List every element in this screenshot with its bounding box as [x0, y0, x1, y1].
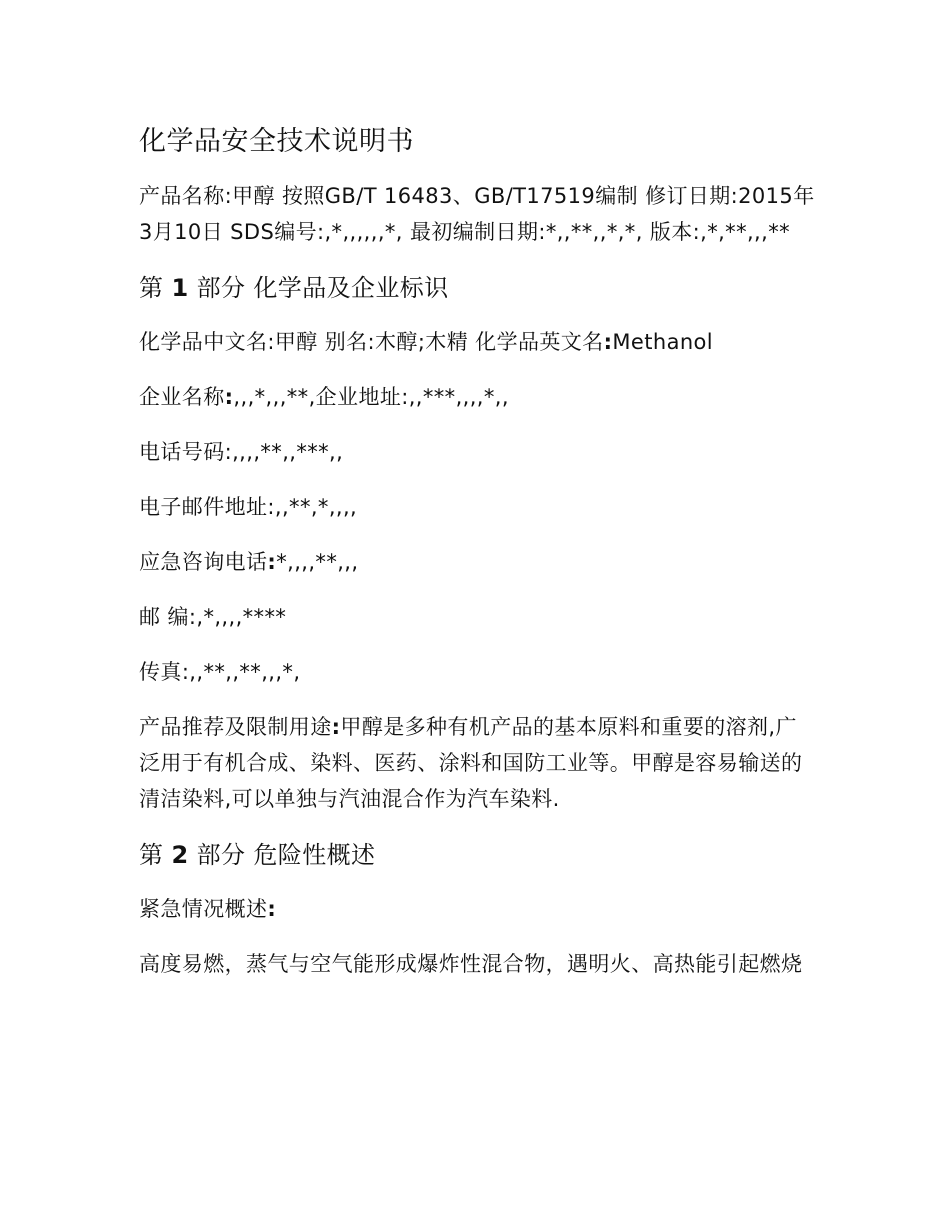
emergency-overview [139, 891, 815, 927]
chemical-names-label: 化学品中文名:甲醇 别名:木醇;木精 化学品英文名 [139, 330, 604, 354]
email-address-label: 电子邮件地址 [139, 495, 268, 519]
phone-number-colon: : [224, 440, 233, 464]
section-2-prefix: 第 [139, 841, 164, 869]
section-2-title: 部分 危险性概述 [196, 841, 376, 869]
phone-number-label: 电话号码 [139, 440, 225, 464]
recommended-use-label: 产品推荐及限制用途 [139, 715, 332, 739]
section-1-prefix: 第 [139, 274, 164, 302]
document-title: 化学品安全技术说明书 [139, 126, 414, 157]
emergency-overview-colon: : [267, 897, 277, 921]
emergency-phone [139, 544, 815, 580]
recommended-use-colon: : [331, 715, 341, 739]
chemical-names-colon: : [603, 330, 613, 354]
chemical-names [139, 324, 815, 360]
company-name-value: ,,,*,,,**,企业地址:,,***,,,,*,, [233, 385, 509, 409]
hazard-statement-text: 高度易燃，蒸气与空气能形成爆炸性混合物，遇明火、高热能引起燃烧 [139, 952, 803, 976]
company-name [139, 379, 815, 415]
company-name-label: 企业名称 [139, 385, 225, 409]
fax-value: ,,**,,**,,,*, [189, 660, 301, 684]
product-intro: 产品名称:甲醇 按照GB/T 16483、GB/T17519编制 修订日期:2015年3月10日 SDS编号:,*,,,,,,*, 最初编制日期:*,,**,,*,*, 版本:,*,**,,,** [139, 184, 815, 244]
section-1-title: 部分 化学品及企业标识 [196, 274, 449, 302]
emergency-phone-value: *,,,,**,,, [276, 550, 359, 574]
email-address-value: ,,**,*,,,, [274, 495, 358, 519]
recommended-use-value: 甲醇是多种有机产品的基本原料和重要的溶剂,广泛用于有机合成、染料、医药、涂料和国防工业等。甲醇是容易输送的清洁染料,可以单独与汽油混合作为汽车染料. [139, 715, 803, 811]
section-2-heading [139, 836, 815, 874]
postal-code-value: ,*,,,,**** [196, 605, 287, 629]
phone-number [139, 434, 815, 470]
postal-code [139, 599, 815, 635]
fax [139, 654, 815, 690]
email-address [139, 489, 815, 525]
emergency-overview-label: 紧急情况概述 [139, 897, 268, 921]
emergency-phone-label: 应急咨询电话 [139, 550, 268, 574]
phone-number-value: ,,,,**,,***,, [232, 440, 344, 464]
section-2-number: 2 [171, 841, 189, 869]
email-address-colon: : [267, 495, 275, 519]
section-1-heading [139, 269, 815, 307]
recommended-use [139, 709, 815, 817]
section-1-number: 1 [171, 274, 189, 302]
fax-colon: : [181, 660, 190, 684]
hazard-statement [139, 946, 815, 982]
postal-code-colon: : [188, 605, 197, 629]
fax-label: 传真 [139, 660, 182, 684]
english-name: Methanol [612, 330, 714, 354]
emergency-phone-colon: : [267, 550, 277, 574]
document-content [139, 122, 815, 1001]
company-name-colon: : [224, 385, 234, 409]
postal-code-label: 邮 编 [139, 605, 189, 629]
